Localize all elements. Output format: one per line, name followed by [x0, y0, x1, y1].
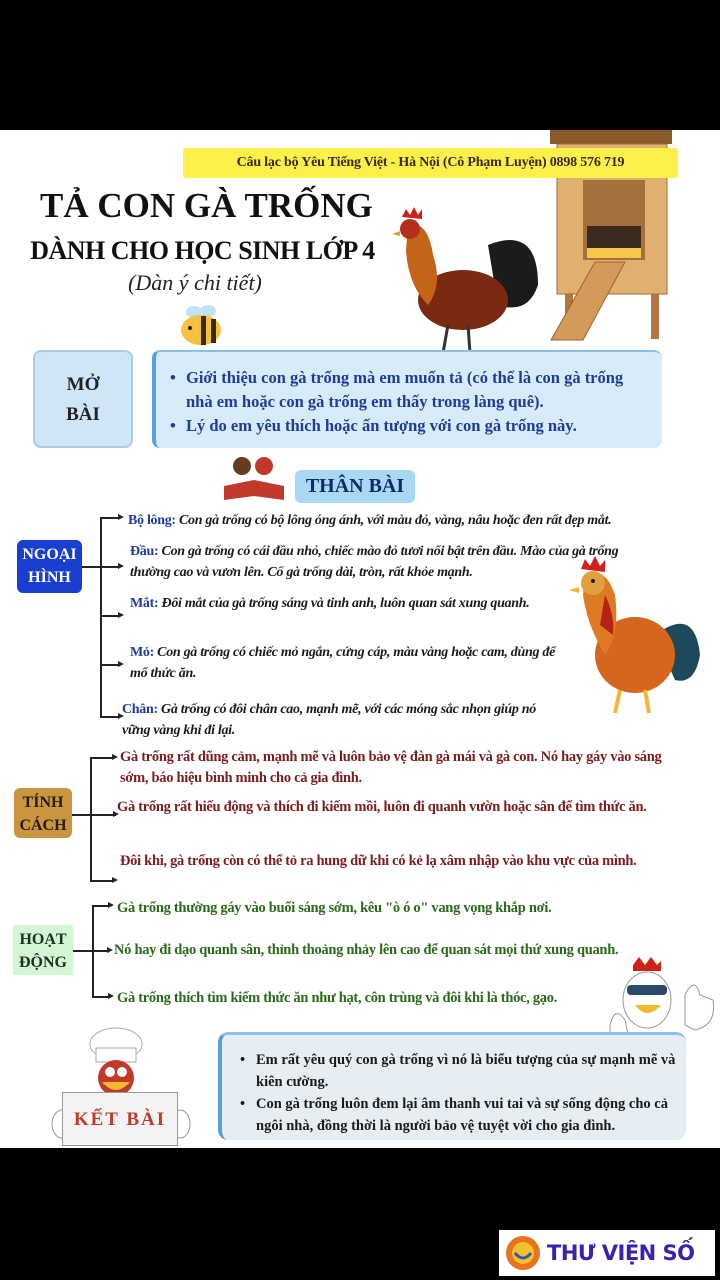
ket-bai-label: KẾT BÀI [62, 1092, 178, 1146]
mo-bai-content [152, 350, 662, 448]
connector [92, 905, 108, 907]
ngoai-hinh-label-line-1: NGOẠI [22, 546, 77, 563]
connector [100, 566, 118, 568]
children-reading-icon [220, 452, 290, 502]
connector [90, 880, 112, 882]
arrow-icon [118, 612, 124, 618]
connector [90, 757, 112, 759]
ket-bai-item: • Em rất yêu quý con gà trống vì nó là biểu tượng của sự mạnh mẽ và kiên cường. [240, 1049, 676, 1093]
connector [100, 517, 118, 519]
item-key: Đầu: [130, 544, 159, 559]
connector [73, 950, 109, 952]
arrow-icon [118, 514, 124, 520]
item-key: Mắt: [130, 596, 159, 611]
page-title: TẢ CON GÀ TRỐNG [40, 186, 373, 225]
page-subtitle: DÀNH CHO HỌC SINH LỚP 4 [30, 236, 375, 265]
personality-item: Gà trống rất hiếu động và thích đi kiếm mồi, luôn đi quanh vườn hoặc sân để tìm thức ăn. [117, 799, 647, 815]
item-text: Con gà trống có cái đầu nhỏ, chiếc mào đỏ tươi nổi bật trên đầu. Mào của gà trống thường cao và vươn lên. Cổ gà trống dài, tròn, rất khỏe mạnh. [130, 544, 619, 580]
ngoai-hinh-label [17, 540, 82, 593]
rooster-illustration [388, 205, 548, 357]
arrow-icon [118, 563, 124, 569]
ket-bai-content [218, 1032, 686, 1140]
watermark-text: THƯ VIỆN SỐ [547, 1241, 695, 1265]
than-bai-heading: THÂN BÀI [295, 470, 415, 503]
arrow-icon [118, 661, 124, 667]
arrow-icon [112, 877, 118, 883]
item-key: Chân: [122, 702, 158, 717]
ngoai-hinh-label-line-2: HÌNH [28, 569, 71, 586]
activity-item: Gà trống thường gáy vào buổi sáng sớm, kêu "ò ó o" vang vọng khắp nơi. [117, 900, 552, 916]
activity-item: Nó hay đi dạo quanh sân, thỉnh thoảng nhảy lên cao để quan sát mọi thứ xung quanh. [114, 942, 619, 958]
item-key: Bộ lông: [128, 513, 176, 528]
appearance-item-beak [130, 642, 570, 684]
arrow-icon [112, 754, 118, 760]
connector [100, 664, 118, 666]
tinh-cach-label [14, 788, 72, 838]
connector [100, 615, 118, 617]
personality-item: Đôi khi, gà trống còn có thể tỏ ra hung dữ khi có kẻ lạ xâm nhập vào khu vực của mình. [120, 853, 637, 869]
ket-bai-item: • Con gà trống luôn đem lại âm thanh vui tai và sự sống động cho cả ngôi nhà, đồng thời là người bảo vệ tuyệt vời cho gia đình. [240, 1093, 676, 1137]
arrow-icon [108, 993, 114, 999]
subtitle-note: (Dàn ý chi tiết) [128, 270, 262, 295]
appearance-item-head [130, 541, 630, 583]
connector [72, 814, 116, 816]
bracket-line [92, 905, 94, 997]
hoat-dong-label-line-1: HOẠT [19, 931, 67, 948]
mo-bai-label [33, 350, 133, 448]
bracket-line [90, 757, 92, 881]
tinh-cach-label-line-1: TÍNH [22, 794, 64, 811]
connector [92, 996, 108, 998]
mo-bai-item: • Lý do em yêu thích hoặc ấn tượng với con gà trống này. [170, 414, 652, 438]
item-text: Đôi mắt của gà trống sáng và tinh anh, luôn quan sát xung quanh. [158, 596, 530, 611]
tinh-cach-label-line-2: CÁCH [19, 817, 67, 834]
arrow-icon [107, 947, 113, 953]
mo-bai-label-line-2: BÀI [66, 404, 100, 425]
appearance-item-eyes [130, 593, 550, 614]
appearance-item-legs [122, 699, 562, 741]
connector [82, 566, 100, 568]
item-text: Gà trống có đôi chân cao, mạnh mẽ, với các móng sắc nhọn giúp nó vững vàng khi đi lại. [122, 702, 536, 738]
watermark [499, 1230, 715, 1276]
personality-item: Gà trống rất dũng cảm, mạnh mẽ và luôn bảo vệ đàn gà mái và gà con. Nó hay gáy vào sáng sớm, báo hiệu bình minh cho cả gia đình. [120, 749, 662, 786]
arrow-icon [108, 902, 114, 908]
hoat-dong-label [13, 925, 73, 975]
hoat-dong-label-line-2: ĐỘNG [19, 954, 67, 971]
club-banner: Câu lạc bộ Yêu Tiếng Việt - Hà Nội (Cô Phạm Luyện) 0898 576 719 [183, 148, 678, 178]
activity-item: Gà trống thích tìm kiếm thức ăn như hạt, côn trùng và đôi khi là thóc, gạo. [117, 990, 558, 1006]
item-text: Con gà trống có bộ lông óng ánh, với màu đỏ, vàng, nâu hoặc đen rất đẹp mắt. [175, 513, 612, 528]
mo-bai-item: • Giới thiệu con gà trống mà em muốn tả (có thể là con gà trống nhà em hoặc con gà trống em thấy trong làng quê). [170, 366, 652, 414]
item-text: Con gà trống có chiếc mỏ ngắn, cứng cáp, màu vàng hoặc cam, dùng để mổ thức ăn. [130, 645, 555, 681]
item-key: Mỏ: [130, 645, 154, 660]
bee-icon [176, 302, 228, 348]
mo-bai-label-line-1: MỞ [66, 374, 100, 395]
appearance-item-feathers [128, 510, 713, 531]
library-logo-icon [505, 1235, 541, 1271]
connector [100, 716, 118, 718]
bracket-line [100, 517, 102, 717]
